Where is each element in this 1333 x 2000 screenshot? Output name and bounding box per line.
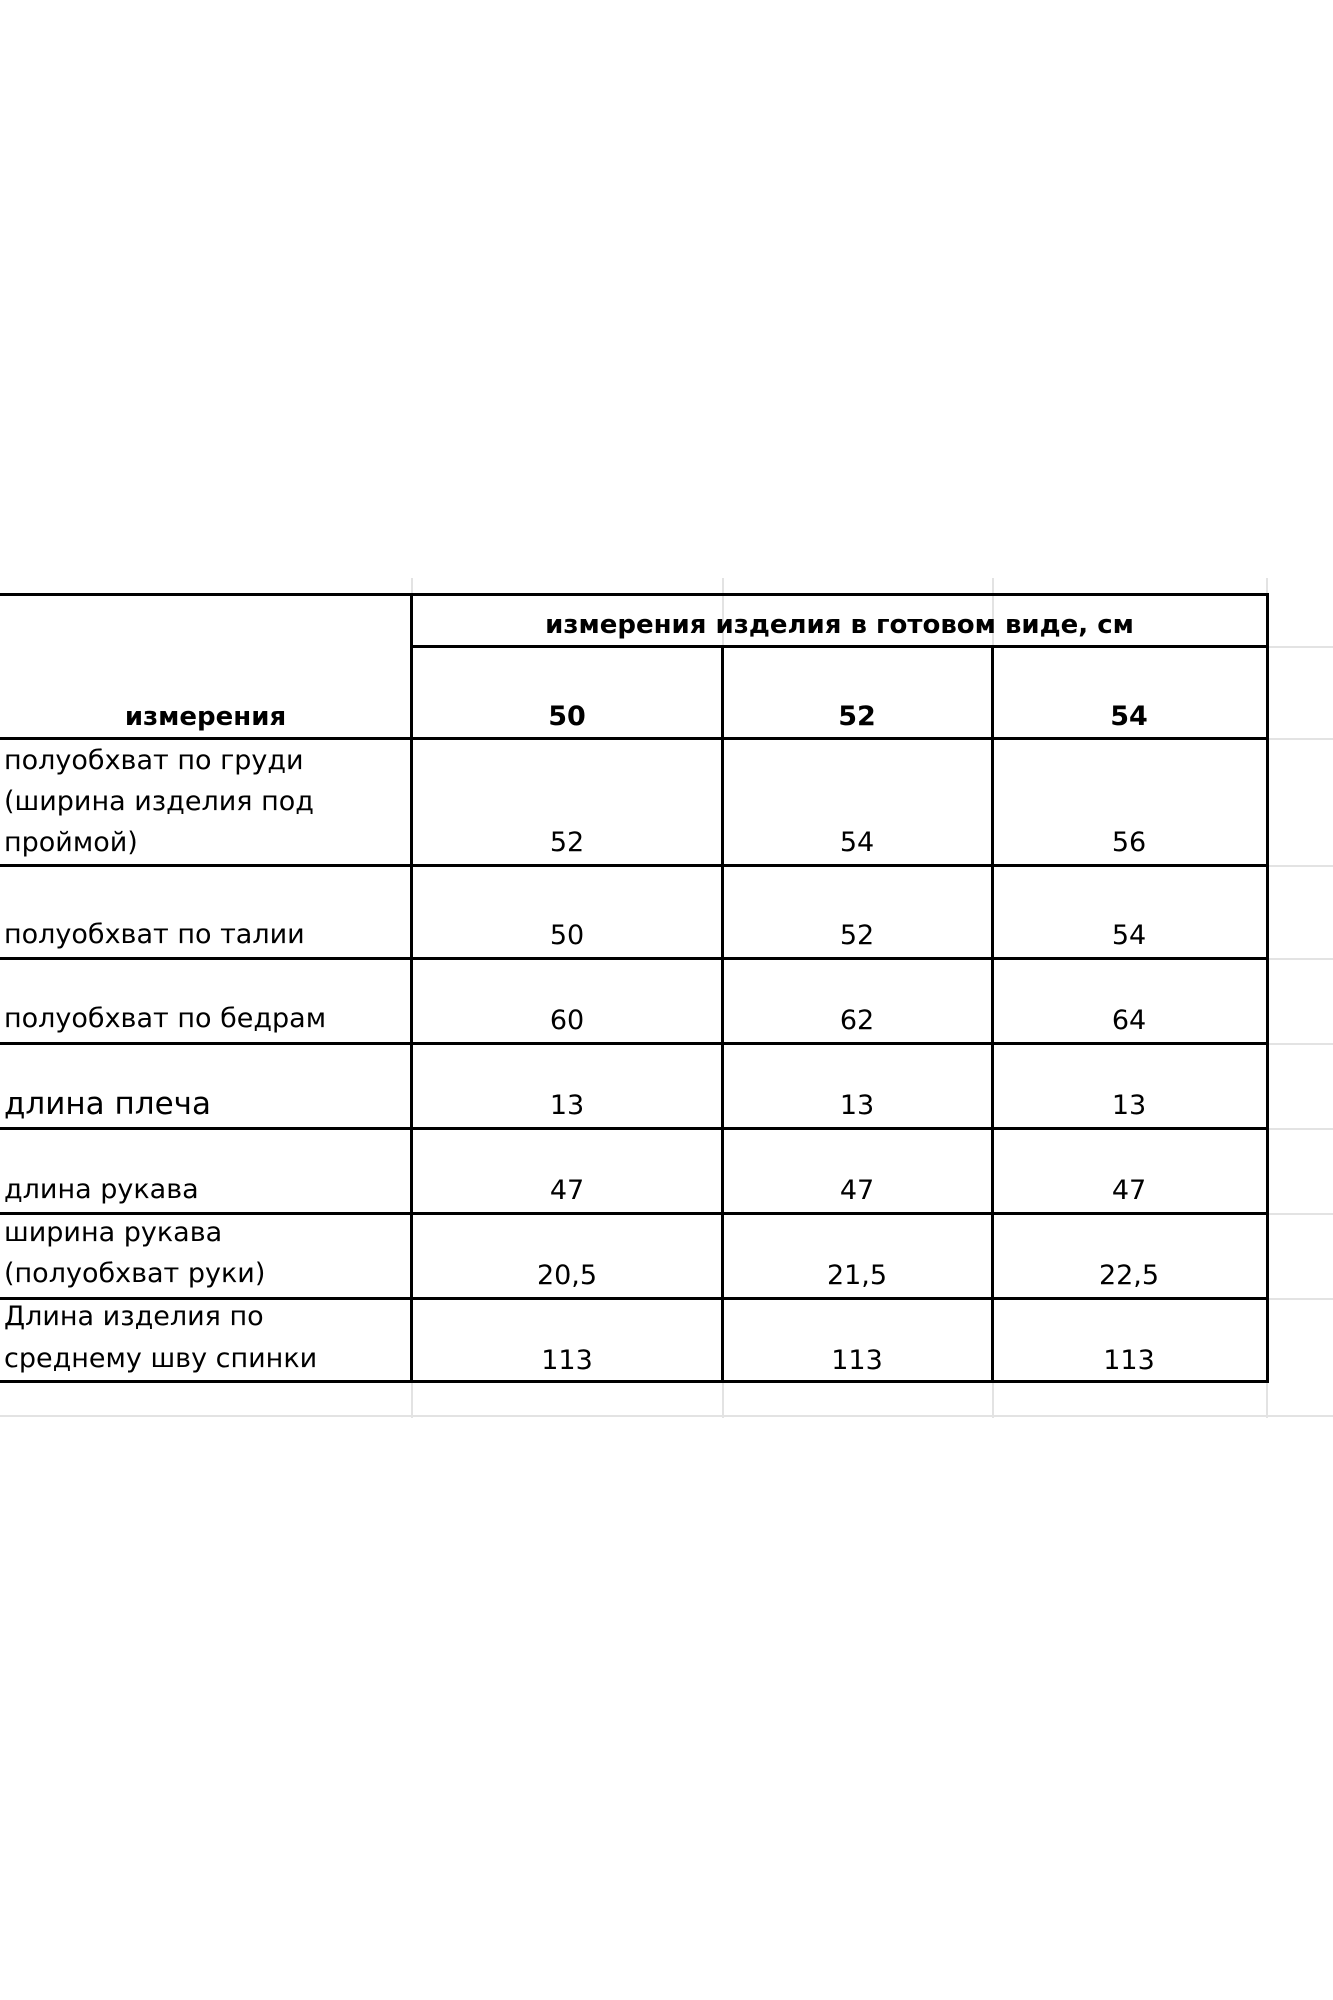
row-label: Длина изделия по [4, 1301, 264, 1332]
label-header: измерения [124, 702, 287, 732]
cell-value: 52 [549, 827, 585, 858]
row-label: полуобхват по груди [4, 745, 304, 776]
size-header-50: 50 [548, 701, 586, 732]
table-border [0, 864, 1269, 867]
cell-value: 21,5 [826, 1260, 888, 1291]
size-header-52: 52 [838, 701, 876, 732]
gridline [1266, 1043, 1333, 1045]
cell-value: 52 [839, 920, 875, 951]
cell-value: 113 [831, 1345, 883, 1376]
row-label: (полуобхват руки) [4, 1258, 266, 1289]
group-header: измерения изделия в готовом виде, см [545, 610, 1134, 640]
gridline [1266, 1298, 1333, 1300]
cell-value: 20,5 [536, 1260, 598, 1291]
row-label: полуобхват по талии [4, 919, 305, 950]
cell-value: 60 [549, 1005, 585, 1036]
table-border [0, 593, 1269, 596]
row-label: ширина рукава [4, 1217, 223, 1248]
table-border [1266, 593, 1269, 1383]
cell-value: 50 [549, 920, 585, 951]
gridline [1266, 738, 1333, 740]
cell-value: 13 [549, 1090, 585, 1121]
gridline [0, 1415, 1333, 1417]
table-border [721, 645, 724, 1383]
cell-value: 113 [541, 1345, 593, 1376]
gridline [1266, 1213, 1333, 1215]
table-border [0, 1380, 1269, 1383]
cell-value: 47 [549, 1175, 585, 1206]
cell-value: 22,5 [1098, 1260, 1160, 1291]
cell-value: 113 [1103, 1345, 1155, 1376]
gridline [1266, 865, 1333, 867]
table-border [0, 1127, 1269, 1130]
row-label: среднему шву спинки [4, 1343, 318, 1374]
cell-value: 54 [1111, 920, 1147, 951]
cell-value: 62 [839, 1005, 875, 1036]
row-label: полуобхват по бедрам [4, 1003, 327, 1034]
row-label: проймой) [4, 827, 138, 858]
cell-value: 54 [839, 827, 875, 858]
table-border [0, 957, 1269, 960]
row-label: длина рукава [4, 1174, 199, 1205]
cell-value: 47 [839, 1175, 875, 1206]
size-header-54: 54 [1110, 701, 1148, 732]
row-label: длина плеча [4, 1086, 211, 1122]
gridline [1266, 1128, 1333, 1130]
table-border [991, 645, 994, 1383]
row-label: (ширина изделия под [4, 786, 314, 817]
cell-value: 64 [1111, 1005, 1147, 1036]
cell-value: 47 [1111, 1175, 1147, 1206]
table-border [0, 1042, 1269, 1045]
cell-value: 56 [1111, 827, 1147, 858]
gridline [1266, 958, 1333, 960]
gridline [1266, 646, 1333, 648]
cell-value: 13 [839, 1090, 875, 1121]
cell-value: 13 [1111, 1090, 1147, 1121]
